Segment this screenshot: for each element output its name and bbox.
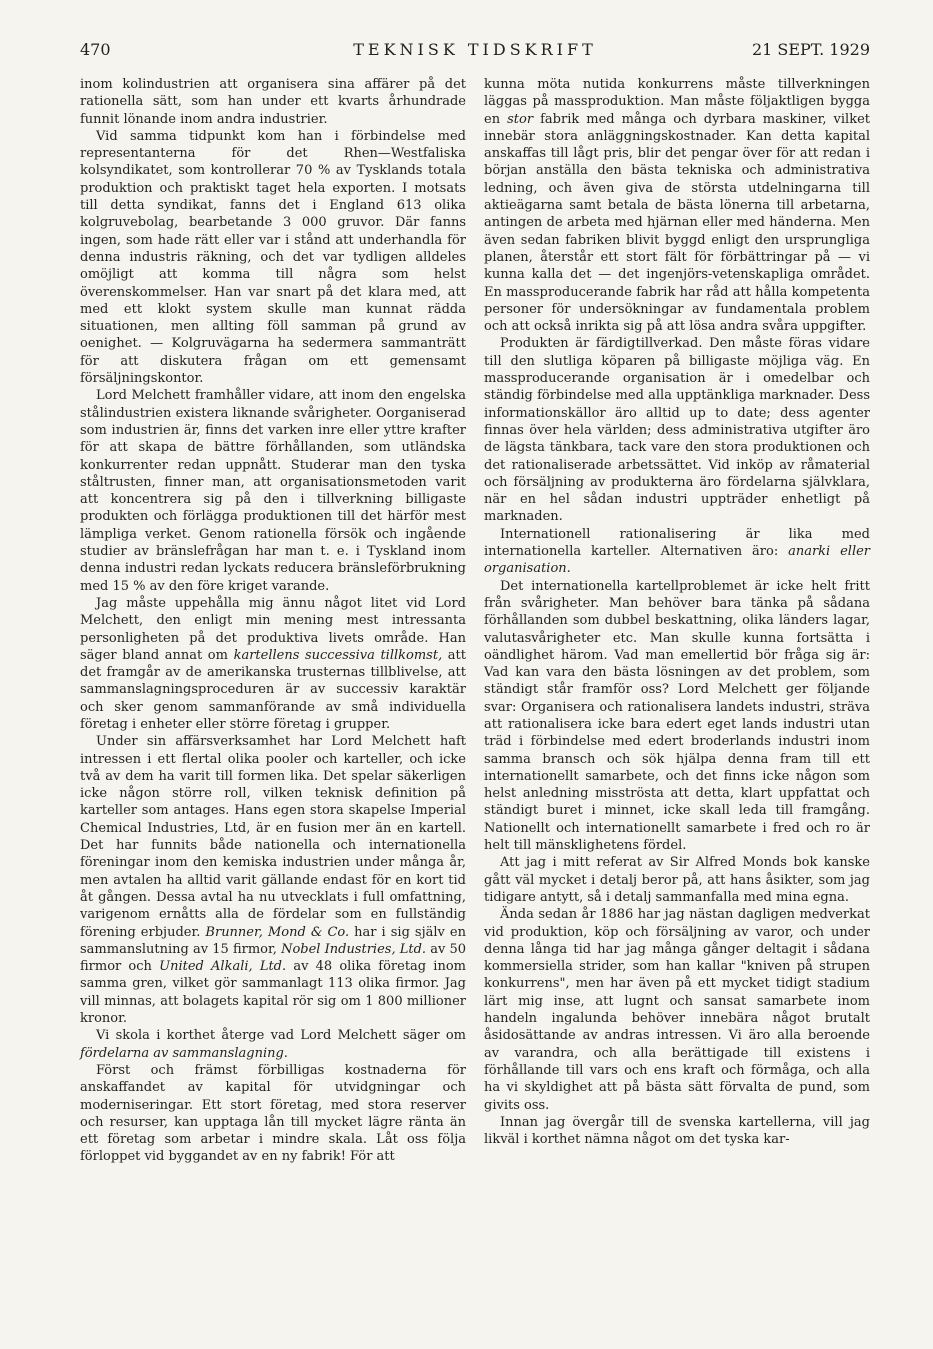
italic-phrase: kartellens successiva tillkomst, bbox=[233, 647, 443, 663]
paragraph: Vid samma tidpunkt kom han i förbindelse med representanterna för det Rhen—Westfaliska kolsyndikatet, som kontrollerar 70 % av Tysklands totala produktion och praktiskt taget hela exporten. I motsats till detta syndikat, fanns det i England 613 olika kolgruvebolag, bearbetande 3 000 gruvor. Där fanns ingen, som hade rätt eller var i stånd att underhandla för denna industris räkning, och det var tydligen alldeles omöjligt att komma till några som helst överenskommelser. Han var snart på det klara med, att med ett klokt system skulle man kunnat rädda situationen, men allting föll samman på grund av oenighet. — Kolgruvägarna ha sedermera sammanträtt för att diskutera frågan om ett gemensamt försäljningskontor. bbox=[80, 128, 466, 387]
page-header bbox=[80, 40, 870, 66]
italic-phrase: anarki eller organisation. bbox=[484, 544, 871, 577]
issue-date: 21 SEPT. 1929 bbox=[751, 40, 870, 59]
text-run: av 50 firmor och bbox=[80, 941, 466, 975]
company-name: Nobel Industries, Ltd. bbox=[281, 941, 427, 957]
paragraph: Produkten är färdigtillverkad. Den måste föras vidare till den slutliga köparen på billigaste möjliga väg. En massproducerande organisation är i omedelbar och ständig förbindelse med alla upptänkliga marknader. Dess informationskällor äro alltid up to date; dess agenter finnas över hela världen; dess administrativa utgifter äro de lägsta tänkbara, tack vare den stora produktionen och det rationaliserade arbetssättet. Vid inköp av råmaterial och försäljning av produkterna äro fördelarna självklara, när en hel sådan industri uppträder enhetligt på marknaden. bbox=[484, 336, 870, 525]
paragraph bbox=[484, 76, 870, 335]
paragraph bbox=[484, 526, 870, 578]
paragraph bbox=[80, 595, 466, 733]
paragraph: Innan jag övergår till de svenska kartellerna, vill jag likväl i korthet nämna något om det tyska kar- bbox=[484, 1114, 870, 1148]
paragraph: inom kolindustrien att organisera sina affärer på det rationella sätt, som han under ett kvarts århundrade funnit lönande inom andra industrier. bbox=[80, 77, 466, 127]
text-run: kunna möta nutida konkurrens måste tillverkningen läggas på massproduktion. Man måste följaktligen bygga en bbox=[484, 77, 870, 127]
left-column bbox=[80, 76, 466, 1166]
right-column bbox=[484, 76, 870, 1148]
italic-phrase: fördelarna av sammanslagning. bbox=[80, 1045, 288, 1061]
paragraph: Först och främst förbilligas kostnaderna för anskaffandet av kapital för utvidgningar och moderniseringar. Ett stort företag, med stora reserver och resurser, kan upptaga lån till mycket lägre ränta än ett företag som arbetar i mindre skala. Låt oss följa förloppet vid byggandet av en ny fabrik! För att bbox=[80, 1062, 466, 1165]
text-run: Jag måste uppehålla mig ännu något litet vid Lord Melchett, den enligt min mening mest intressanta personligheten på det produktiva livets område. Han säger bland annat om bbox=[80, 595, 466, 663]
italic-phrase: stor bbox=[507, 111, 534, 127]
page-number: 470 bbox=[80, 40, 111, 59]
text-run: har i sig själv en sammanslutning av 15 firmor, bbox=[80, 924, 466, 957]
text-run: Under sin affärsverksamhet har Lord Melchett haft intressen i ett flertal olika pooler och karteller, och icke två av dem ha varit till formen lika. Det spelar säkerligen icke någon större roll, vilken teknisk definition på karteller som antages. Hans egen stora skapelse Imperial Chemical Industries, Ltd, är en fusion mer än en kartell. Det har funnits både nationella och internationella föreningar inom den kemiska industrien under många år, men avtalen ha alltid varit gällande endast för en kort tid åt gången. Dessa avtal ha nu utvecklats i full omfattning, varigenom ernåtts alla de fördelar som en fullständig förening erbjuder. bbox=[80, 734, 466, 940]
text-run: fabrik med många och dyrbara maskiner, vilket innebär stora anläggningskostnader. Kan detta kapital anskaffas till lågt pris, blir det pengar över för att redan i början anställa den bästa tekniska och administrativa ledning, och även giva de största utdelningarna till aktieägarna samt betala de bästa lönerna till arbetarna, antingen de arbeta med hjärnan eller med händerna. Men även sedan fabriken blivit byggd enligt den ursprungliga planen, återstår ett stort fält för förbättringar på — vi kunna kalla det — det ingenjörs-vetenskapliga området. En massproducerande fabrik har råd att hålla kompetenta personer för undersökningar av fundamentala problem och att också inrikta sig på att lösa andra svåra uppgifter. bbox=[484, 111, 871, 335]
text-run: av 48 olika företag inom samma gren, vilket gör sammanlagt 113 olika firmor. Jag vill minnas, att bolagets kapital rör sig om 1 800 millioner kronor. bbox=[80, 959, 466, 1027]
company-name: United Alkali, Ltd. bbox=[159, 959, 287, 975]
paragraph: Att jag i mitt referat av Sir Alfred Monds bok kanske gått väl mycket i detalj beror på, att hans åsikter, som jag tidigare antytt, så i detalj sammanfalla med mina egna. bbox=[484, 855, 870, 905]
paragraph: Ända sedan år 1886 har jag nästan dagligen medverkat vid produktion, köp och försäljning av varor, och under denna långa tid har jag många gånger deltagit i sådana kommersiella strider, som han kallar "kniven på strupen konkurrens", men har även på ett mycket tidigt stadium lärt mig inse, att lugnt och sansat samarbete inom handeln ingalunda behöver innebära något brutalt åsidosättande av andras intressen. Vi äro alla beroende av varandra, och alla berättigade till existens i förhållande till vars och ens kraft och förmåga, och alla ha vi skyldighet att på bästa sätt förvalta de pund, som givits oss. bbox=[484, 907, 870, 1113]
paragraph bbox=[80, 1027, 466, 1062]
paragraph: Det internationella kartellproblemet är icke helt fritt från svårigheter. Man behöver bara tänka på sådana förhållanden som dubbel beskattning, olika länders lagar, valutasvårigheter etc. Man skulle kunna fortsätta i oändlighet härom. Vad man emellertid bör fråga sig är: Vad kan vara den bästa lösningen av det problem, som ständigt står framför oss? Lord Melchett ger följande svar: Organisera och rationalisera landets industri, sträva att rationalisera icke bara edert eget lands industri utan träd i förbindelse med edert broderlands industri inom samma bransch och sök hjälpa denna fram till ett internationellt samarbete, och det finns icke någon som helst anledning misströsta att detta, klart uppfattat och ständigt buret i minnet, icke skall leda till framgång. Nationellt och internationellt samarbete i fred och ro är helt till mänsklighetens fördel. bbox=[484, 578, 870, 854]
text-run: att det framgår av de amerikanska trusternas tillblivelse, att sammanslagningsproceduren är av successiv karaktär och sker genom sammanförande av små individuella företag i enheter eller större företag i grupper. bbox=[80, 647, 466, 732]
text-run: Vi skola i korthet återge vad Lord Melchett säger om bbox=[96, 1028, 466, 1044]
paragraph bbox=[80, 733, 466, 1027]
paragraph: Lord Melchett framhåller vidare, att inom den engelska stålindustrien existera liknande svårigheter. Oorganiserad som industrien är, finns det varken inre eller yttre krafter för att skapa de bättre förhållanden, som utländska konkurrenter redan uppnått. Studerar man den tyska ståltrusten, finner man, att organisationsmetoden varit att koncentrera sig på den i tillverkning billigaste produkten och förlägga produktionen till det härför mest lämpliga verket. Genom rationella försök och ingående studier av bränslefrågan har man t. e. i Tyskland inom denna industri redan lyckats reducera bränsleförbrukning med 15 % av den före kriget varande. bbox=[80, 388, 466, 594]
text-run: Internationell rationalisering är lika med internationella karteller. Alternativen äro: bbox=[484, 526, 870, 560]
journal-title: TEKNISK TIDSKRIFT bbox=[353, 40, 597, 59]
company-name: Brunner, Mond & Co. bbox=[205, 924, 350, 940]
